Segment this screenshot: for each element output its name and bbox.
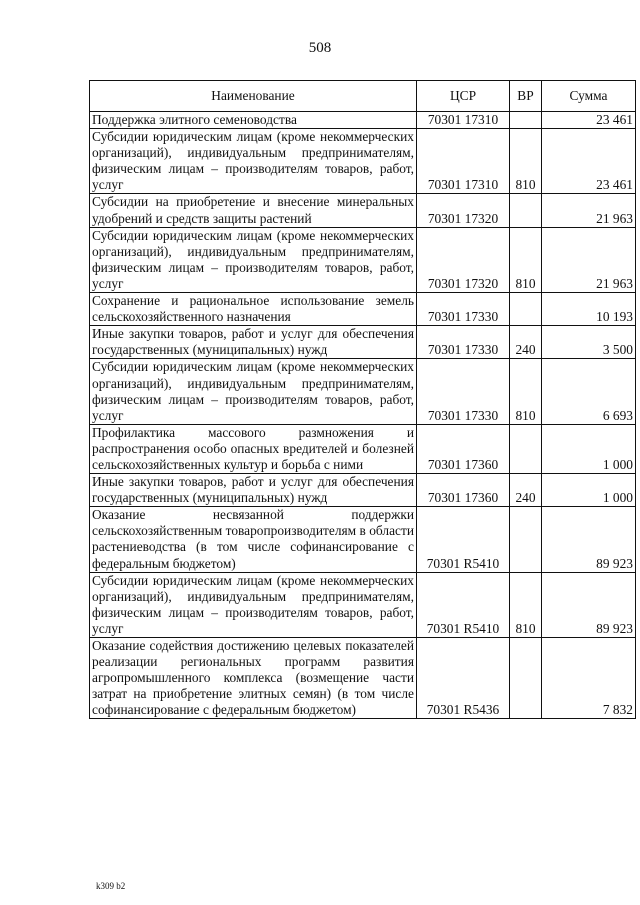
row-sum: 3 500 bbox=[542, 326, 636, 359]
row-sum: 10 193 bbox=[542, 293, 636, 326]
row-sum: 23 461 bbox=[542, 112, 636, 129]
header-csr: ЦСР bbox=[417, 81, 510, 112]
row-csr: 70301 17330 bbox=[417, 359, 510, 424]
row-name: Иные закупки товаров, работ и услуг для обеспечения государственных (муниципальных) нужд bbox=[90, 326, 417, 359]
row-name: Субсидии юридическим лицам (кроме некоммерческих организаций), индивидуальным предпринимателям, физическим лицам – производителям товаров, работ, услуг bbox=[90, 227, 417, 292]
row-sum: 6 693 bbox=[542, 359, 636, 424]
row-sum: 89 923 bbox=[542, 507, 636, 572]
row-name: Субсидии юридическим лицам (кроме некоммерческих организаций), индивидуальным предпринимателям, физическим лицам – производителям товаров, работ, услуг bbox=[90, 129, 417, 194]
table-row bbox=[90, 112, 636, 129]
row-name: Поддержка элитного семеноводства bbox=[90, 112, 417, 129]
header-sum: Сумма bbox=[542, 81, 636, 112]
footer-code: k309 b2 bbox=[96, 881, 126, 891]
row-csr: 70301 R5410 bbox=[417, 572, 510, 637]
row-vr bbox=[510, 507, 542, 572]
row-vr bbox=[510, 194, 542, 227]
row-sum: 21 963 bbox=[542, 227, 636, 292]
row-vr: 810 bbox=[510, 129, 542, 194]
table-row bbox=[90, 638, 636, 719]
row-name: Оказание несвязанной поддержки сельскохозяйственным товаропроизводителям в области растениеводства (в том числе софинансирование с федеральным бюджетом) bbox=[90, 507, 417, 572]
budget-table bbox=[89, 80, 636, 719]
row-csr: 70301 17320 bbox=[417, 194, 510, 227]
table-row bbox=[90, 129, 636, 194]
row-name: Профилактика массового размножения и распространения особо опасных вредителей и болезней сельскохозяйственных культур и борьба с ними bbox=[90, 424, 417, 473]
table-row bbox=[90, 359, 636, 424]
row-name: Субсидии юридическим лицам (кроме некоммерческих организаций), индивидуальным предпринимателям, физическим лицам – производителям товаров, работ, услуг bbox=[90, 572, 417, 637]
row-name: Сохранение и рациональное использование земель сельскохозяйственного назначения bbox=[90, 293, 417, 326]
table-row bbox=[90, 293, 636, 326]
header-name: Наименование bbox=[90, 81, 417, 112]
row-csr: 70301 17330 bbox=[417, 293, 510, 326]
table-row bbox=[90, 572, 636, 637]
table-row bbox=[90, 507, 636, 572]
row-name: Оказание содействия достижению целевых показателей реализации региональных программ развития агропромышленного комплекса (возмещение части затрат на приобретение элитных семян) (в том числе софинансирование с федеральным бюджетом) bbox=[90, 638, 417, 719]
row-csr: 70301 R5410 bbox=[417, 507, 510, 572]
header-vr: ВР bbox=[510, 81, 542, 112]
table-header-row bbox=[90, 81, 636, 112]
row-sum: 23 461 bbox=[542, 129, 636, 194]
row-name: Субсидии на приобретение и внесение минеральных удобрений и средств защиты растений bbox=[90, 194, 417, 227]
row-vr: 810 bbox=[510, 572, 542, 637]
row-sum: 7 832 bbox=[542, 638, 636, 719]
row-csr: 70301 17320 bbox=[417, 227, 510, 292]
row-sum: 1 000 bbox=[542, 474, 636, 507]
row-csr: 70301 17360 bbox=[417, 474, 510, 507]
row-sum: 21 963 bbox=[542, 194, 636, 227]
row-vr bbox=[510, 424, 542, 473]
row-csr: 70301 17310 bbox=[417, 112, 510, 129]
table-row bbox=[90, 424, 636, 473]
row-vr bbox=[510, 293, 542, 326]
page-number: 508 bbox=[308, 40, 332, 56]
row-csr: 70301 17330 bbox=[417, 326, 510, 359]
row-vr: 810 bbox=[510, 227, 542, 292]
row-sum: 89 923 bbox=[542, 572, 636, 637]
row-name: Субсидии юридическим лицам (кроме некоммерческих организаций), индивидуальным предпринимателям, физическим лицам – производителям товаров, работ, услуг bbox=[90, 359, 417, 424]
row-sum: 1 000 bbox=[542, 424, 636, 473]
row-vr: 810 bbox=[510, 359, 542, 424]
row-vr: 240 bbox=[510, 326, 542, 359]
row-name: Иные закупки товаров, работ и услуг для обеспечения государственных (муниципальных) нужд bbox=[90, 474, 417, 507]
row-vr bbox=[510, 638, 542, 719]
row-csr: 70301 17360 bbox=[417, 424, 510, 473]
table-row bbox=[90, 227, 636, 292]
row-vr bbox=[510, 112, 542, 129]
row-vr: 240 bbox=[510, 474, 542, 507]
row-csr: 70301 R5436 bbox=[417, 638, 510, 719]
row-csr: 70301 17310 bbox=[417, 129, 510, 194]
table-row bbox=[90, 194, 636, 227]
table-row bbox=[90, 474, 636, 507]
table-row bbox=[90, 326, 636, 359]
